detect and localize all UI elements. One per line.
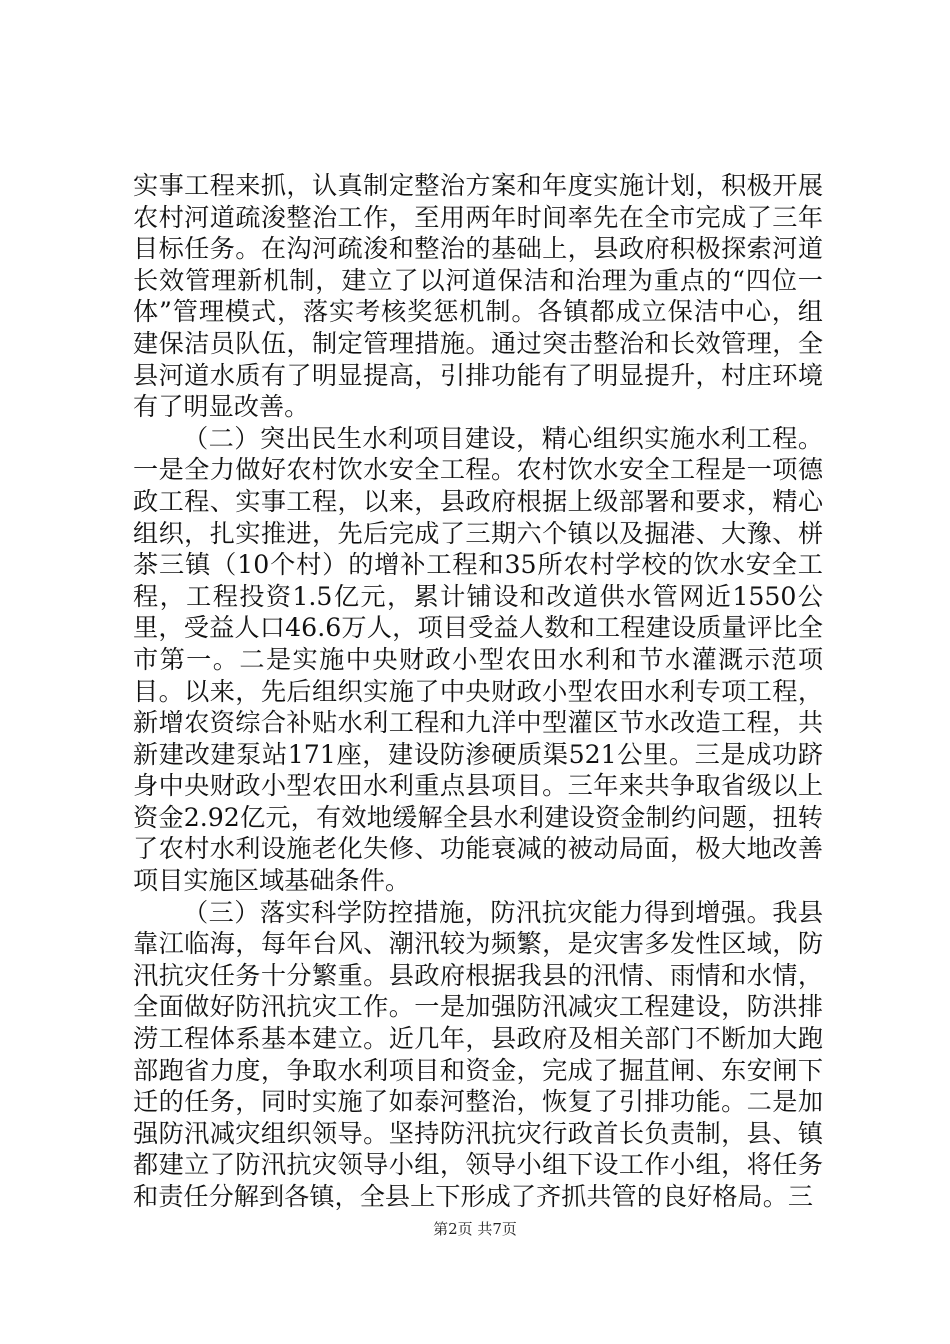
page-footer: 第2页 共7页 (433, 1220, 517, 1238)
paragraph-3: （三）落实科学防控措施，防汛抗灾能力得到增强。我县靠江临海，每年台风、潮汛较为频繁，是灾害多发性区域，防汛抗灾任务十分繁重。县政府根据我县的汛情、雨情和水情，全面做好防汛抗灾工作。一是加强防汛减灾工程建设，防洪排涝工程体系基本建立。近几年，县政府及相关部门不断加大跑部跑省力度，争取水利项目和资金，完成了掘苴闸、东安闸下迁的任务，同时实施了如泰河整治，恢复了引排功能。二是加强防汛减灾组织领导。坚持防汛抗灾行政首长负责制，县、镇都建立了防汛抗灾领导小组，领导小组下设工作小组，将任务和责任分解到各镇，全县上下形成了齐抓共管的良好格局。三 (133, 897, 823, 1211)
paragraph-2: （二）突出民生水利项目建设，精心组织实施水利工程。一是全力做好农村饮水安全工程。农村饮水安全工程是一项德政工程、实事工程，以来，县政府根据上级部署和要求，精心组织，扎实推进，先后完成了三期六个镇以及掘港、大豫、栟茶三镇（10个村）的增补工程和35所农村学校的饮水安全工程，工程投资1.5亿元，累计铺设和改道供水管网近1550公里，受益人口46.6万人，项目受益人数和工程建设质量评比全市第一。二是实施中央财政小型农田水利和节水灌溉示范项目。以来，先后组织实施了中央财政小型农田水利专项工程，新增农资综合补贴水利工程和九洋中型灌区节水改造工程，共新建改建泵站171座，建设防渗硬质渠521公里。三是成功跻身中央财政小型农田水利重点县项目。三年来共争取省级以上资金2.92亿元，有效地缓解全县水利建设资金制约问题，扭转了农村水利设施老化失修、功能衰减的被动局面，极大地改善项目实施区域基础条件。 (133, 423, 823, 896)
paragraph-1: 实事工程来抓，认真制定整治方案和年度实施计划，积极开展农村河道疏浚整治工作，至用两年时间率先在全市完成了三年目标任务。在沟河疏浚和整治的基础上，县政府积极探索河道长效管理新机制，建立了以河道保洁和治理为重点的“四位一体”管理模式，落实考核奖惩机制。各镇都成立保洁中心，组建保洁员队伍，制定管理措施。通过突击整治和长效管理，全县河道水质有了明显提高，引排功能有了明显提升，村庄环境有了明显改善。 (133, 171, 823, 422)
document-body (133, 170, 823, 1213)
